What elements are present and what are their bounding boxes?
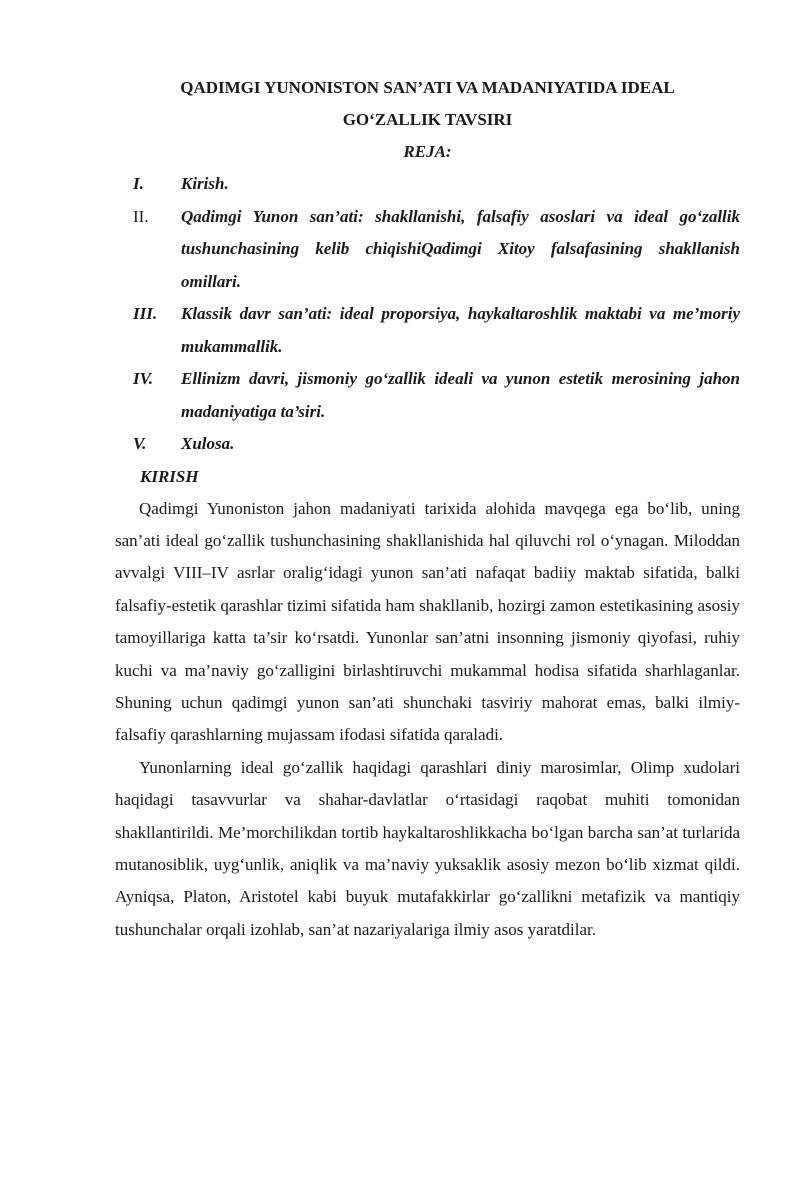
plan-number: IV. [133, 369, 154, 388]
plan-text: Xulosa. [181, 434, 235, 453]
document-title [115, 72, 740, 136]
plan-item [133, 298, 740, 363]
plan-number: I. [133, 174, 144, 193]
plan-item [133, 428, 740, 461]
plan-number: V. [133, 434, 147, 453]
plan-text: Kirish. [181, 174, 229, 193]
body-paragraph: Qadimgi Yunoniston jahon madaniyati tarixida alohida mavqega ega bo‘lib, uning san’ati ideal go‘zallik tushunchasining shakllanishida hal qiluvchi rol o‘ynagan. Miloddan avvalgi VIII–IV asrlar oralig‘idagi yunon san’ati nafaqat badiiy maktab sifatida, balki falsafiy-estetik qarashlar tizimi sifatida ham shakllanib, hozirgi zamon estetikasining asosiy tamoyillariga katta ta’sir ko‘rsatdi. Yunonlar san’atni insonning jismoniy qiyofasi, ruhiy kuchi va ma’naviy go‘zalligini birlashtiruvchi mukammal hodisa sifatida sharhlaganlar. Shuning uchun qadimgi yunon san’ati shunchaki tasviriy mahorat emas, balki ilmiy-falsafiy qarashlarning mujassam ifodasi sifatida qaraladi. [115, 498, 740, 745]
plan-number: II. [133, 206, 149, 226]
title-line-2: GO‘ZALLIK TAVSIRI [342, 110, 513, 129]
body-paragraph: Yunonlarning ideal go‘zallik haqidagi qarashlari diniy marosimlar, Olimp xudolari haqidagi tasavvurlar va shahar-davlatlar o‘rtasidagi raqobat muhiti tomonidan shakllantirildi. Me’morchilikdan tortib haykaltaroshlikkacha bo‘lgan barcha san’at turlarida mutanosiblik, uyg‘unlik, aniqlik va ma’naviy yuksaklik asosiy mezon bo‘lib xizmat qildi. Ayniqsa, Platon, Aristotel kabi buyuk mutafakkirlar go‘zallikni metafizik va mantiqiy tushunchalar orqali izohlab, san’at nazariyalariga ilmiy asos yaratdilar. [115, 757, 740, 939]
plan-text: Qadimgi Yunon san’ati: shakllanishi, falsafiy asoslari va ideal go‘zallik tushunchasining kelib chiqishiQadimgi Xitoy falsafasining shakllanish omillari. [181, 206, 740, 291]
plan-item [133, 363, 740, 428]
section-heading: KIRISH [140, 466, 199, 486]
plan-list [115, 168, 740, 461]
plan-text: Klassik davr san’ati: ideal proporsiya, haykaltaroshlik maktabi va me’moriy mukammallik. [181, 304, 740, 356]
title-line-1: QADIMGI YUNONISTON SAN’ATI VA MADANIYATIDA IDEAL [180, 78, 675, 97]
plan-item [133, 168, 740, 201]
plan-heading: REJA: [403, 142, 452, 161]
plan-text: Ellinizm davri, jismoniy go‘zallik ideali va yunon estetik merosining jahon madaniyatiga ta’siri. [181, 369, 740, 421]
plan-number: III. [133, 304, 158, 323]
plan-item [133, 201, 740, 299]
document-page [0, 72, 800, 1203]
